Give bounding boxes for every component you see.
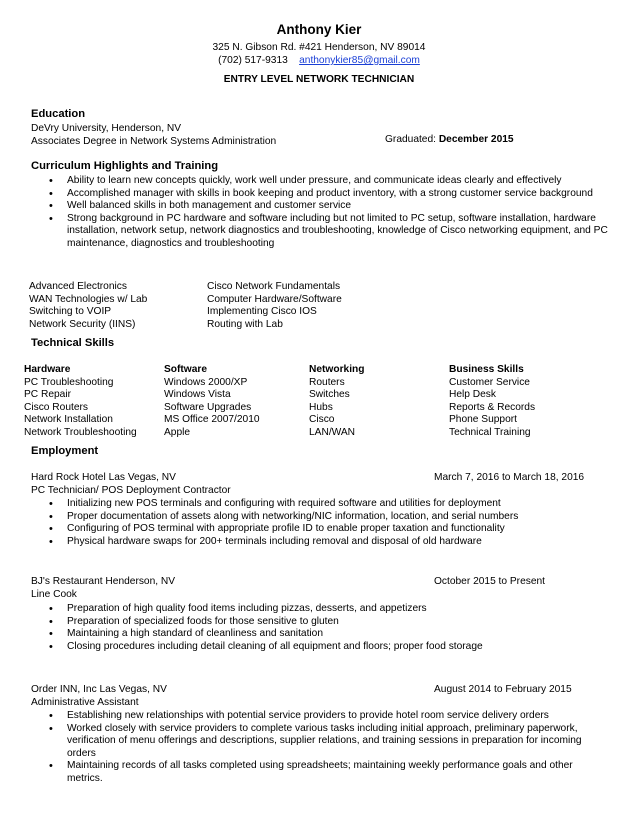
list-item: • Configuring of POS terminal with appropriate profile ID to enable proper taxation and functionality [33,523,613,536]
skill-item: Routers [309,376,345,388]
skill-item: Network Installation [24,414,113,426]
skills-column-title: Software [164,364,208,375]
list-item: • Closing procedures including detail cleaning of all equipment and floors; proper food storage [33,641,613,654]
course-item: Advanced Electronics [29,281,127,292]
phone: (702) 517-9313 [218,55,288,66]
courses-left [29,281,147,331]
course-item: Implementing Cisco IOS [207,306,317,318]
course-item: Switching to VOIP [29,306,112,318]
course-item: Computer Hardware/Software [207,293,342,305]
job-dates: October 2015 to Present [434,576,545,587]
job-employer: Order INN, Inc Las Vegas, NV [31,684,167,695]
job-title: Line Cook [31,589,77,600]
skills-column-title: Hardware [24,364,71,375]
list-item: • Strong background in PC hardware and software including but not limited to PC setup, software installation, hardware installation, network setup, network diagnostics and troubleshooting, knowledge of Cisco networking equipment, and PC maintenance, diagnostics and troubleshooting [33,213,608,251]
graduation [385,134,514,147]
list-item: • Worked closely with service providers to complete various tasks including initial approach, preliminary paperwork, verification of menu offerings and descriptions, supplier relations, and training sessions in preparation for incoming orders [33,723,608,761]
list-item: • Ability to learn new concepts quickly, work well under pressure, and communicate ideas clearly and effectively [33,175,608,188]
list-item: • Well balanced skills in both management and customer service [33,200,608,213]
job-employer: Hard Rock Hotel Las Vegas, NV [31,472,176,483]
degree: Associates Degree in Network Systems Administration [31,136,277,147]
skill-item: Reports & Records [449,401,536,413]
technical-skills-heading: Technical Skills [31,337,115,349]
graduated-label: Graduated: [385,134,436,145]
list-item: • Proper documentation of assets along with networking/NIC information, location, and serial numbers [33,511,613,524]
list-item: • Maintaining a high standard of cleanliness and sanitation [33,628,613,641]
skills-column-title: Business Skills [449,364,524,375]
skill-item: MS Office 2007/2010 [164,414,260,426]
job-duties [33,710,608,786]
skill-item: Switches [309,389,350,401]
job-dates: March 7, 2016 to March 18, 2016 [434,472,585,483]
course-item: Network Security (IINS) [29,318,136,330]
list-item: • Accomplished manager with skills in book keeping and product inventory, with a strong customer service background [33,188,608,201]
contact-line [0,55,638,68]
address: 325 N. Gibson Rd. #421 Henderson, NV 89014 [212,42,426,53]
job-title: Administrative Assistant [31,697,139,708]
job-duties [33,603,613,653]
course-item: WAN Technologies w/ Lab [29,293,148,305]
list-item: • Initializing new POS terminals and configuring with required software and utilities for deployment [33,498,613,511]
school: DeVry University, Henderson, NV [31,123,182,134]
skill-item: Windows 2000/XP [164,376,248,388]
skill-item: Cisco [309,414,335,426]
skill-item: Network Troubleshooting [24,426,137,438]
skills-column-hardware [24,364,137,440]
course-item: Routing with Lab [207,318,283,330]
skill-item: Phone Support [449,414,517,426]
skill-item: Cisco Routers [24,401,88,413]
skill-item: LAN/WAN [309,426,356,438]
skills-column-business [449,364,535,440]
skills-column-networking [309,364,364,440]
education-heading: Education [31,108,86,120]
course-item: Cisco Network Fundamentals [207,281,341,292]
skills-column-title: Networking [309,364,365,375]
skill-item: Technical Training [449,426,531,438]
skill-item: Hubs [309,401,333,413]
skill-item: Customer Service [449,376,530,388]
list-item: • Preparation of high quality food items including pizzas, desserts, and appetizers [33,603,613,616]
graduated-date: December 2015 [438,134,514,145]
resume-name: Anthony Kier [276,22,362,37]
skill-item: Help Desk [449,389,496,401]
objective-title: ENTRY LEVEL NETWORK TECHNICIAN [223,74,415,85]
list-item: • Maintaining records of all tasks completed using spreadsheets; maintaining weekly performance goals and other metrics. [33,760,608,785]
job-duties [33,498,613,548]
skill-item: Apple [164,426,191,438]
job-dates: August 2014 to February 2015 [434,684,572,695]
curriculum-list [33,175,608,251]
list-item: • Establishing new relationships with potential service providers to provide hotel room service delivery orders [33,710,608,723]
list-item: • Preparation of specialized foods for those sensitive to gluten [33,616,613,629]
job-employer: BJ's Restaurant Henderson, NV [31,576,176,587]
skill-item: PC Troubleshooting [24,376,114,388]
courses-right [207,281,342,331]
skill-item: Windows Vista [164,389,231,401]
employment-heading: Employment [31,445,99,457]
skills-column-software [164,364,260,440]
email-link[interactable]: anthonykier85@gmail.com [299,55,420,66]
skill-item: Software Upgrades [164,401,252,413]
skill-item: PC Repair [24,389,71,401]
job-title: PC Technician/ POS Deployment Contractor [31,485,231,496]
list-item: • Physical hardware swaps for 200+ terminals including removal and disposal of old hardware [33,536,613,549]
curriculum-heading: Curriculum Highlights and Training [31,160,219,172]
